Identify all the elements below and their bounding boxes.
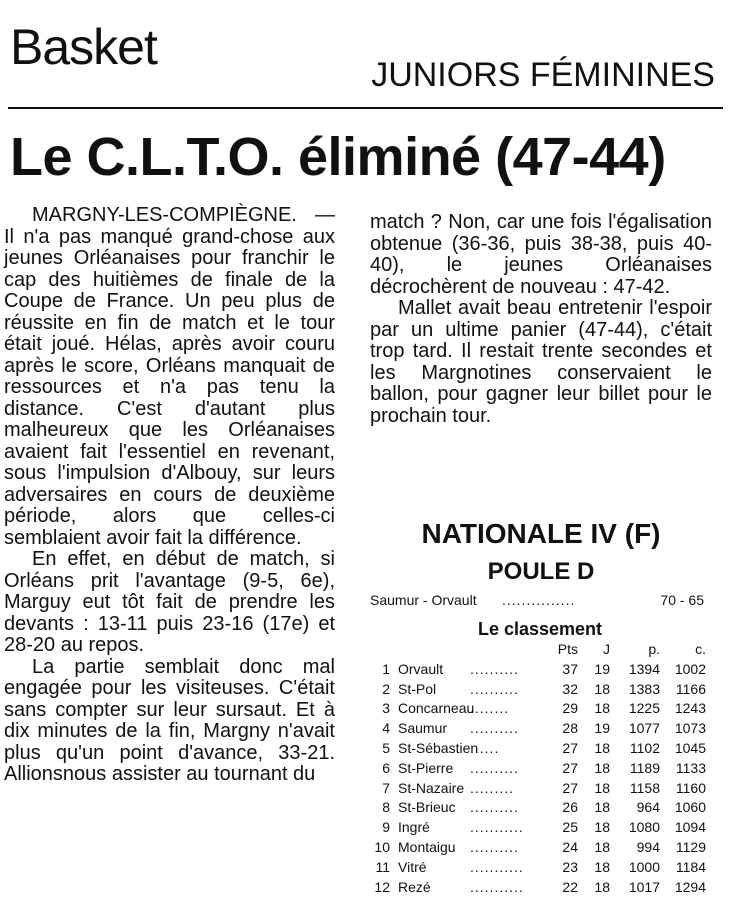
header-j: J	[603, 641, 610, 657]
standing-for: 1394	[628, 660, 660, 677]
standing-against: 1094	[674, 819, 706, 836]
standing-rank: 6	[382, 759, 390, 776]
standing-team: Orvault	[398, 660, 444, 677]
standing-dots: ..........	[470, 759, 519, 776]
standing-points: 37	[562, 660, 578, 677]
standing-points: 32	[562, 680, 578, 697]
standing-rank: 5	[382, 739, 390, 756]
standing-played: 18	[594, 680, 610, 697]
standing-points: 27	[562, 759, 578, 776]
pool-title: POULE D	[487, 558, 595, 585]
match-result	[370, 592, 712, 612]
article-paragraph: match ? Non, car une fois l'égalisation obtenue (36-36, puis 38-38, puis 40-40), le jeunes Orléanaises décrochèrent de nouveau : 47-42.	[370, 211, 712, 298]
standing-rank: 9	[382, 819, 390, 836]
standing-points: 23	[562, 858, 578, 875]
standings-row	[372, 680, 712, 700]
standing-for: 1225	[628, 700, 660, 717]
result-score: 70 - 65	[660, 592, 704, 608]
section-title: Basket	[10, 19, 157, 75]
standing-against: 1243	[674, 700, 706, 717]
standing-dots: .........	[470, 779, 515, 796]
standing-against: 1060	[674, 799, 706, 816]
standing-dots: ...........	[470, 858, 524, 875]
standing-against: 1294	[674, 878, 706, 895]
article-column-left	[4, 205, 335, 786]
standing-team: Saumur	[398, 720, 448, 737]
standing-points: 26	[562, 799, 578, 816]
standing-dots: ...........	[470, 878, 524, 895]
standing-against: 1073	[674, 720, 706, 737]
standing-played: 18	[594, 838, 610, 855]
standing-team: Vitré	[398, 858, 427, 875]
standings-row	[372, 838, 712, 858]
standing-dots: ..........	[470, 680, 519, 697]
standing-played: 18	[594, 858, 610, 875]
standing-points: 27	[562, 779, 578, 796]
article-headline: Le C.L.T.O. éliminé (47-44)	[10, 127, 666, 187]
standing-points: 28	[562, 720, 578, 737]
standings-row	[372, 719, 712, 739]
standing-rank: 12	[374, 878, 390, 895]
standing-rank: 10	[374, 838, 390, 855]
standing-for: 1189	[629, 759, 660, 776]
category-title: JUNIORS FÉMININES	[371, 56, 715, 94]
standing-dots: ..........	[470, 720, 519, 737]
standing-rank: 2	[382, 680, 390, 697]
header-c: c.	[695, 641, 706, 657]
standing-for: 1017	[628, 878, 660, 895]
standing-for: 1383	[628, 680, 660, 697]
league-title: NATIONALE IV (F)	[421, 518, 661, 549]
standing-dots: ........	[470, 700, 510, 717]
article-paragraph: En effet, en début de match, si Orléans prit l'avantage (9-5, 6e), Marguy eut tôt fait de prendre les devants : 13-11 puis 23-16 (17e) et 28-20 au repos.	[4, 548, 335, 656]
standings-row	[372, 759, 712, 779]
standing-points: 29	[562, 700, 578, 717]
header-p: p.	[648, 641, 660, 657]
standing-rank: 3	[382, 700, 390, 717]
standings-row	[372, 858, 712, 878]
standing-team: St-Sébastien	[398, 739, 479, 756]
standing-for: 964	[636, 799, 660, 816]
standing-rank: 7	[382, 779, 390, 796]
standings-row	[372, 779, 712, 799]
standing-rank: 11	[375, 858, 390, 875]
standing-team: Ingré	[398, 819, 430, 836]
standing-against: 1160	[675, 779, 706, 796]
standing-played: 19	[594, 720, 610, 737]
standing-rank: 8	[382, 799, 390, 816]
standing-played: 18	[594, 739, 610, 756]
article-paragraph: La partie semblait donc mal engagée pour les visiteuses. C'était sans compter sur leur sursaut. Et à dix minutes de la fin, Margny n'avait plus qu'un point d'avance, 33-21. Allionsnous assister au tournant du	[4, 655, 335, 785]
standing-points: 25	[562, 819, 578, 836]
standing-points: 27	[562, 739, 578, 756]
standing-for: 1000	[628, 858, 660, 875]
standing-points: 24	[562, 838, 578, 855]
standing-dots: ..........	[470, 660, 519, 677]
standing-team: Montaigu	[398, 838, 456, 855]
standings-row	[372, 818, 712, 838]
standing-dots: ......	[470, 739, 500, 756]
standing-rank: 4	[382, 720, 390, 737]
standing-team: St-Nazaire	[398, 779, 465, 796]
standing-for: 1158	[629, 779, 660, 796]
standing-team: Concarneau	[398, 700, 475, 717]
standing-for: 1077	[628, 720, 660, 737]
standing-points: 22	[562, 878, 578, 895]
standing-against: 1045	[674, 739, 706, 756]
header-pts: Pts	[557, 641, 578, 657]
standing-team: St-Pol	[398, 680, 437, 697]
standing-played: 18	[594, 779, 610, 796]
standing-team: Rezé	[398, 878, 431, 895]
standing-against: 1133	[675, 759, 706, 776]
standing-played: 18	[594, 878, 610, 895]
standing-dots: ...........	[470, 819, 524, 836]
standings-row	[372, 739, 712, 759]
standings-row	[372, 660, 712, 680]
article-column-right	[370, 212, 712, 427]
standings-title: Le classement	[477, 619, 603, 639]
standings-table	[372, 640, 712, 897]
standing-played: 18	[594, 759, 610, 776]
standing-against: 1184	[675, 858, 706, 875]
standing-dots: ..........	[470, 838, 519, 855]
standing-rank: 1	[382, 660, 390, 677]
standing-played: 19	[594, 660, 610, 677]
standings-header	[372, 640, 712, 660]
result-teams: Saumur - Orvault	[370, 592, 477, 608]
standing-played: 18	[594, 799, 610, 816]
article-paragraph: Mallet avait beau entretenir l'espoir par un ultime panier (47-44), c'était trop tard. Il restait trente secondes et les Margnotines conservaient le ballon, pour gagner leur billet pour le prochain tour.	[370, 297, 712, 427]
standing-for: 994	[636, 838, 660, 855]
result-dots: ...............	[502, 592, 576, 608]
standing-team: St-Brieuc	[398, 799, 456, 816]
standing-for: 1102	[629, 739, 660, 756]
header-rule	[8, 107, 723, 109]
standing-against: 1166	[675, 680, 706, 697]
standings-row	[372, 878, 712, 898]
standing-against: 1002	[674, 660, 706, 677]
standing-dots: ..........	[470, 799, 519, 816]
standing-team: St-Pierre	[398, 759, 454, 776]
standing-against: 1129	[675, 838, 706, 855]
standing-played: 18	[594, 700, 610, 717]
standings-row	[372, 699, 712, 719]
article-paragraph: MARGNY-LES-COMPIÈGNE. — Il n'a pas manqué grand-chose aux jeunes Orléanaises pour franchir le cap des huitièmes de finale de la Coupe de France. Un peu plus de réussite en fin de match et le tour était joué. Hélas, après avoir couru après le score, Orléans manquait de ressources et n'a pas tenu la distance. C'est d'autant plus malheureux que les Orléanaises avaient fait l'essentiel en revenant, sous l'impulsion d'Albouy, sur leurs adversaires en cours de deuxième période, alors que celles-ci semblaient avoir fait la différence.	[4, 204, 335, 549]
standing-played: 18	[594, 819, 610, 836]
standing-for: 1080	[628, 819, 660, 836]
standings-row	[372, 798, 712, 818]
